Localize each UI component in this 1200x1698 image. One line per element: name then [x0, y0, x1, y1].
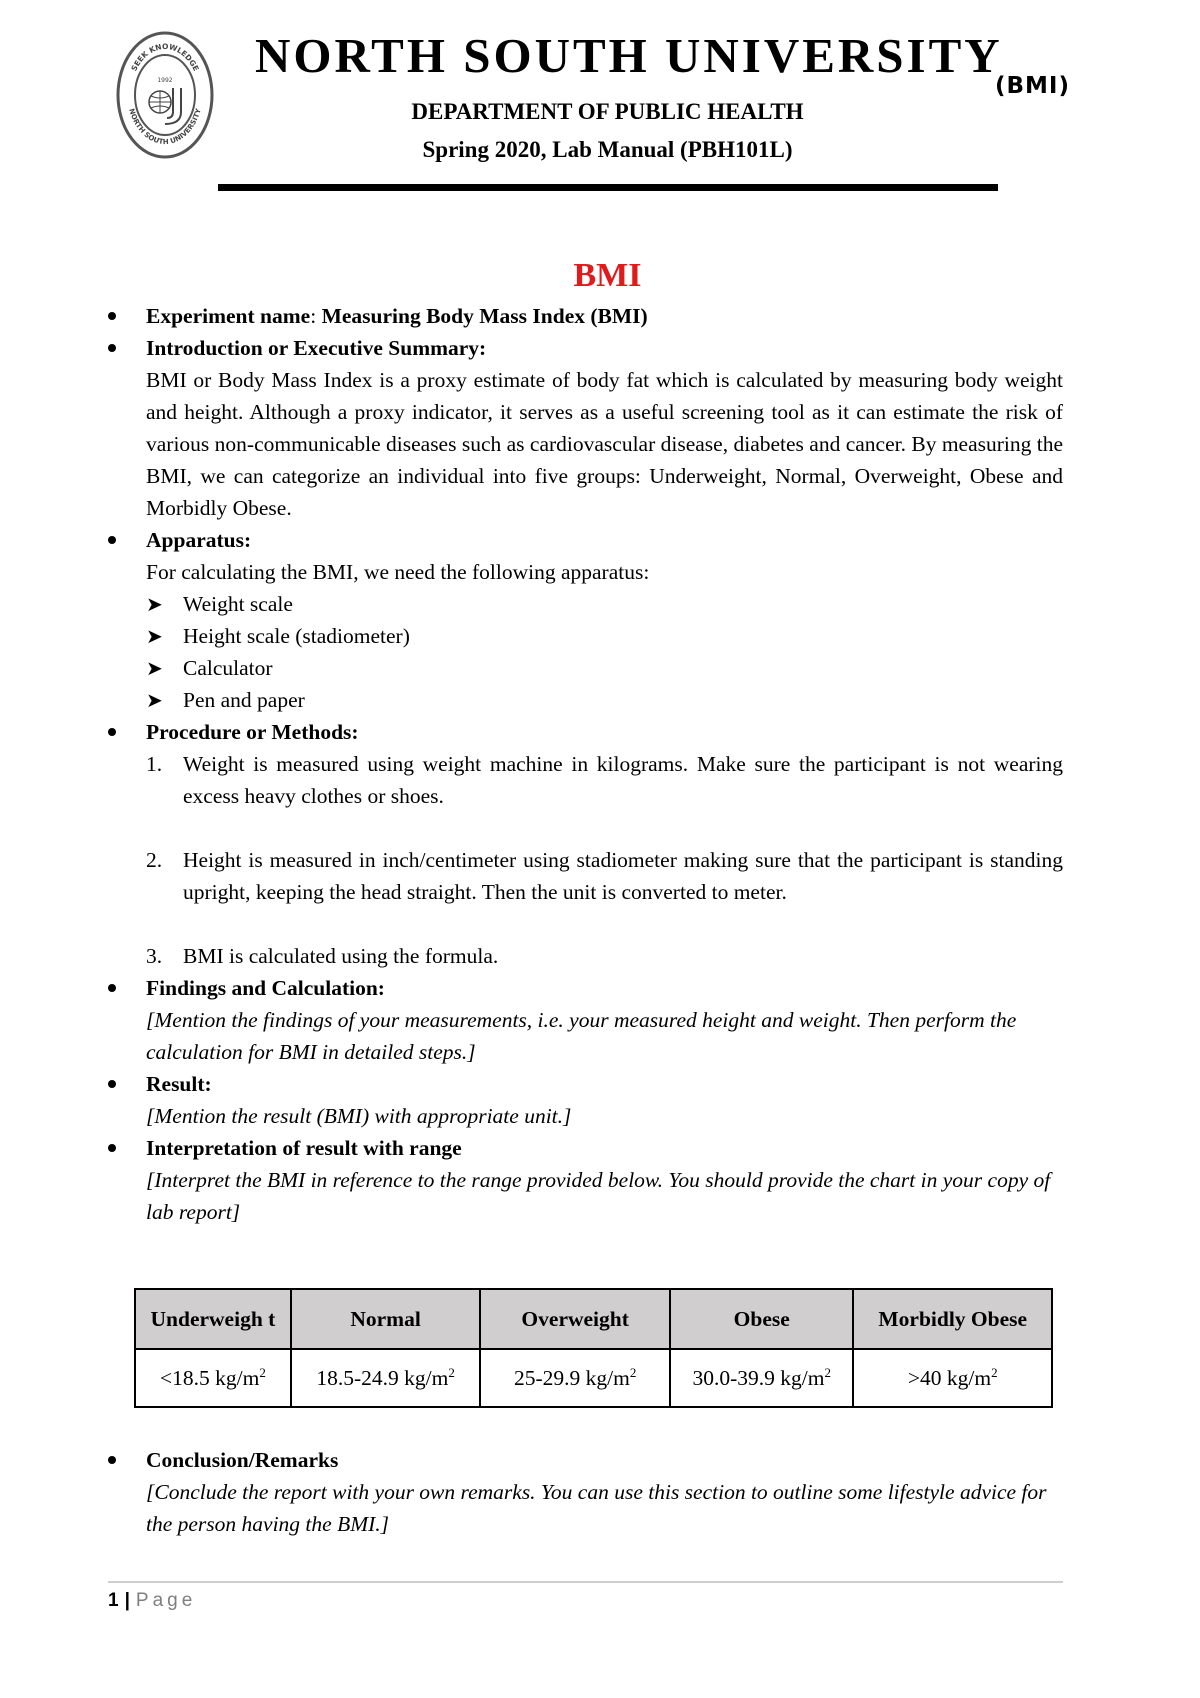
range-normal: 18.5-24.9 $kg/m^2$ — [291, 1349, 481, 1407]
interpretation-text: [Interpret the BMI in reference to the range provided below. You should provide the chart in your copy of lab report] — [146, 1168, 1051, 1224]
bullet-icon — [108, 728, 116, 736]
bullet-icon — [108, 344, 116, 352]
seal-top-text: SEEK KNOWLEDGE — [129, 41, 201, 73]
apparatus-item: Weight scale — [183, 592, 293, 616]
header-obese: Obese — [670, 1289, 853, 1349]
step-number: 3. — [146, 944, 163, 968]
header-underweight: Underweigh t — [135, 1289, 291, 1349]
intro-heading: Introduction or Executive Summary: — [146, 336, 487, 360]
procedure-step — [146, 940, 1063, 972]
range-morbidly-obese: >40 $kg/m^2$ — [853, 1349, 1052, 1407]
arrow-bullet-icon: ➤ — [146, 688, 163, 712]
header-overweight: Overweight — [480, 1289, 670, 1349]
findings-text: [Mention the findings of your measurements, i.e. your measured height and weight. Then perform the calculation for BMI in detailed steps.] — [146, 1008, 1017, 1064]
page-footer — [108, 1588, 196, 1614]
page-number: 1 — [108, 1590, 119, 1611]
university-name: NORTH SOUTH UNIVERSITY — [255, 28, 1003, 83]
experiment-label: Experiment name — [146, 304, 311, 328]
page-label: Page — [135, 1590, 197, 1611]
range-overweight: 25-29.9 $kg/m^2$ — [480, 1349, 670, 1407]
step-text: Height is measured in inch/centimeter using stadiometer making sure that the participant is standing upright, keeping the head straight. Then the unit is converted to meter. — [183, 848, 1063, 904]
arrow-bullet-icon: ➤ — [146, 624, 163, 648]
arrow-bullet-icon: ➤ — [146, 656, 163, 680]
experiment-value: Measuring Body Mass Index (BMI) — [321, 304, 648, 328]
section-interpretation — [108, 1132, 1063, 1228]
bullet-icon — [108, 536, 116, 544]
footer-divider — [108, 1581, 1063, 1583]
findings-heading: Findings and Calculation: — [146, 976, 385, 1000]
header-morbidly-obese: Morbidly Obese — [853, 1289, 1052, 1349]
bullet-icon — [108, 984, 116, 992]
section-procedure — [108, 716, 1063, 972]
arrow-bullet-icon: ➤ — [146, 592, 163, 616]
footer-separator: | — [124, 1590, 130, 1611]
bullet-icon — [108, 1456, 116, 1464]
result-heading: Result: — [146, 1072, 212, 1096]
department-name: DEPARTMENT OF PUBLIC HEALTH — [411, 99, 804, 124]
conclusion-text: [Conclude the report with your own remarks. You can use this section to outline some lifestyle advice for the person having the BMI.] — [146, 1480, 1047, 1536]
seal-bottom-text: NORTH SOUTH UNIVERSITY — [127, 107, 203, 147]
section-findings — [108, 972, 1063, 1068]
bullet-icon — [108, 1144, 116, 1152]
seal-year: 1992 — [157, 77, 173, 84]
bmi-range-table — [134, 1288, 1053, 1408]
section-apparatus — [108, 524, 1063, 716]
section-introduction — [108, 332, 1063, 524]
section-conclusion — [108, 1444, 1063, 1540]
apparatus-heading: Apparatus: — [146, 528, 252, 552]
procedure-step — [146, 844, 1063, 908]
result-text: [Mention the result (BMI) with appropriate unit.] — [146, 1104, 572, 1128]
list-item — [146, 620, 1063, 652]
header-tag: (BMI) — [995, 73, 1070, 99]
apparatus-item: Height scale (stadiometer) — [183, 624, 410, 648]
step-number: 2. — [146, 848, 163, 872]
semester-line: Spring 2020, Lab Manual (PBH101L) — [422, 137, 793, 162]
section-experiment — [108, 300, 1063, 332]
procedure-heading: Procedure or Methods: — [146, 720, 359, 744]
conclusion-heading: Conclusion/Remarks — [146, 1448, 339, 1472]
table-header-row — [135, 1289, 1052, 1349]
intro-text: BMI or Body Mass Index is a proxy estimate of body fat which is calculated by measuring body weight and height. Although a proxy indicator, it serves as a useful screening tool as it can estimate the risk of various non-communicable diseases such as cardiovascular disease, diabetes and cancer. By measuring the BMI, we can categorize an individual into five groups: Underweight, Normal, Overweight, Obese and Morbidly Obese. — [146, 368, 1064, 520]
table-row — [135, 1349, 1052, 1407]
experiment-separator: : — [310, 304, 322, 328]
apparatus-item: Calculator — [183, 656, 273, 680]
interpretation-heading: Interpretation of result with range — [146, 1136, 462, 1160]
apparatus-item: Pen and paper — [183, 688, 305, 712]
bullet-icon — [108, 312, 116, 320]
section-result — [108, 1068, 1063, 1132]
procedure-step — [146, 748, 1063, 812]
lab-content — [108, 300, 1063, 1228]
range-underweight: <18.5 $kg/m^2$ — [135, 1349, 291, 1407]
header-divider — [218, 184, 998, 191]
range-obese: 30.0-39.9 $kg/m^2$ — [670, 1349, 853, 1407]
list-item — [146, 588, 1063, 620]
list-item — [146, 684, 1063, 716]
step-text: Weight is measured using weight machine in kilograms. Make sure the participant is not wearing excess heavy clothes or shoes. — [183, 752, 1063, 808]
step-number: 1. — [146, 752, 163, 776]
page-title: BMI — [573, 257, 642, 294]
bullet-icon — [108, 1080, 116, 1088]
header-normal: Normal — [291, 1289, 481, 1349]
list-item — [146, 652, 1063, 684]
apparatus-intro: For calculating the BMI, we need the following apparatus: — [146, 560, 650, 584]
step-text: BMI is calculated using the formula. — [183, 944, 499, 968]
